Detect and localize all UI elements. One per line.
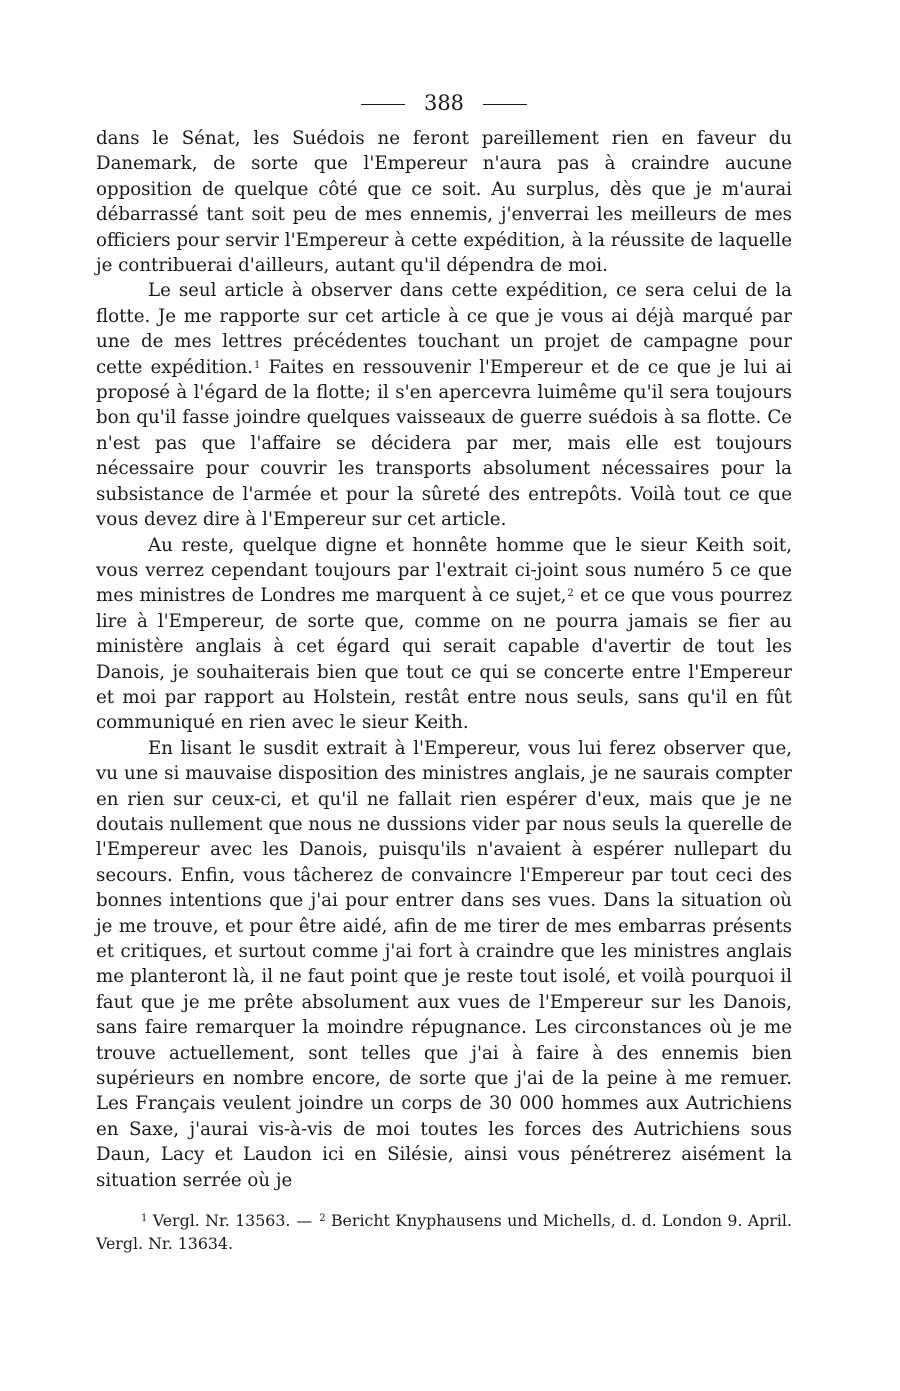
paragraph	[96, 533, 792, 736]
paragraph	[96, 126, 792, 278]
footnote-mark[interactable]: 2	[567, 588, 574, 600]
paragraph-text: Le seul article à observer dans cette expédition, ce sera celui de la flotte. Je me rapporte sur cet article à ce que je vous ai déjà marqué par une de mes lettres précédentes touchant un projet de campagne pour cette expédition.	[96, 280, 792, 378]
paragraph-text: dans le Sénat, les Suédois ne feront pareillement rien en faveur du Danemark, de sorte que l'Empereur n'aura pas à craindre aucune opposition de quelque côté que ce soit. Au surplus, dès que je m'aurai débarrassé tant soit peu de mes ennemis, j'enverrai les meilleurs de mes officiers pour servir l'Empereur à cette expédition, à la réussite de laquelle je contribuerai d'ailleurs, autant qu'il dépendra de moi.	[96, 128, 792, 277]
paragraph	[96, 736, 792, 1193]
document-page	[96, 88, 792, 1318]
paragraph-text: En lisant le susdit extrait à l'Empereur, vous lui ferez observer que, vu une si mauvaise disposition des ministres anglais, je ne saurais compter en rien sur ceux-ci, et qu'il ne fallait rien espérer d'eux, mais que je ne doutais nullement que nous ne dussions vider par nous seuls la querelle de l'Empereur avec les Danois, puisqu'ils n'avaient à espérer nullepart du secours. Enfin, vous tâcherez de convaincre l'Empereur par tout ceci des bonnes intentions que j'ai pour entrer dans ses vues. Dans la situation où je me trouve, et pour être aidé, afin de me tirer de mes embarras présents et critiques, et surtout comme j'ai fort à craindre que les ministres anglais me planteront là, il ne faut point que je reste tout isolé, et voilà pourquoi il faut que je me prête absolument aux vues de l'Empereur sur les Danois, sans faire remarquer la moindre répugnance. Les circonstances où je me trouve actuellement, sont telles que j'ai à faire à des ennemis bien supérieurs en nombre encore, de sorte que j'ai de la peine à me remuer. Les Français veulent joindre un corps de 30 000 hommes aux Autrichiens en Saxe, j'aurai vis-à-vis de moi toutes les forces des Autrichiens sous Daun, Lacy et Laudon ici en Silésie, ainsi vous pénétrerez aisément la situation serrée où je	[96, 737, 792, 1191]
paragraph-text-cont: et ce que vous pourrez lire à l'Empereur, de sorte que, comme on ne pourra jamais se fier au ministère anglais à cet égard qui serait capable d'avertir de tout les Danois, je souhaiterais bien que tout ce qui se concerte entre l'Empereur et moi par rapport au Holstein, restât entre nous seuls, sans qu'il en fût communiqué en rien avec le sieur Keith.	[96, 585, 793, 734]
footnote-2-text: Bericht Knyphausens und Michells, d. d. London 9. April. Vergl. Nr. 13634.	[96, 1211, 792, 1254]
paragraph-text-cont: Faites en ressouvenir l'Empereur et de ce que je lui ai proposé à l'égard de la flotte; il s'en apercevra luimême qu'il sera toujours bon qu'il fasse joindre quelques vaisseaux de guerre suédois à sa flotte. Ce n'est pas que l'affaire se décidera par mer, mais elle est toujours nécessaire pour couvrir les transports absolument nécessaires pour la subsistance de l'armée et pour la sûreté des entrepôts. Voilà tout ce que vous devez dire à l'Empereur sur cet article.	[96, 356, 792, 531]
footnote-separator: —	[296, 1211, 313, 1231]
body-text	[96, 126, 792, 1193]
paragraph-text: Au reste, quelque digne et honnête homme que le sieur Keith soit, vous verrez cependant toujours par l'extrait ci-joint sous numéro 5 ce que mes ministres de Londres me marquent à ce sujet,	[96, 534, 792, 607]
footnotes	[96, 1209, 792, 1255]
page-header	[96, 88, 792, 118]
header-dash-right	[483, 104, 527, 105]
footnote-1-mark: 1	[141, 1213, 148, 1225]
page-number: 388	[423, 91, 465, 115]
paragraph	[96, 278, 792, 532]
footnote-2-mark: 2	[319, 1213, 326, 1225]
footnote-1-text: Vergl. Nr. 13563.	[152, 1211, 291, 1231]
footnote-mark[interactable]: 1	[253, 359, 261, 371]
header-dash-left	[361, 104, 405, 105]
